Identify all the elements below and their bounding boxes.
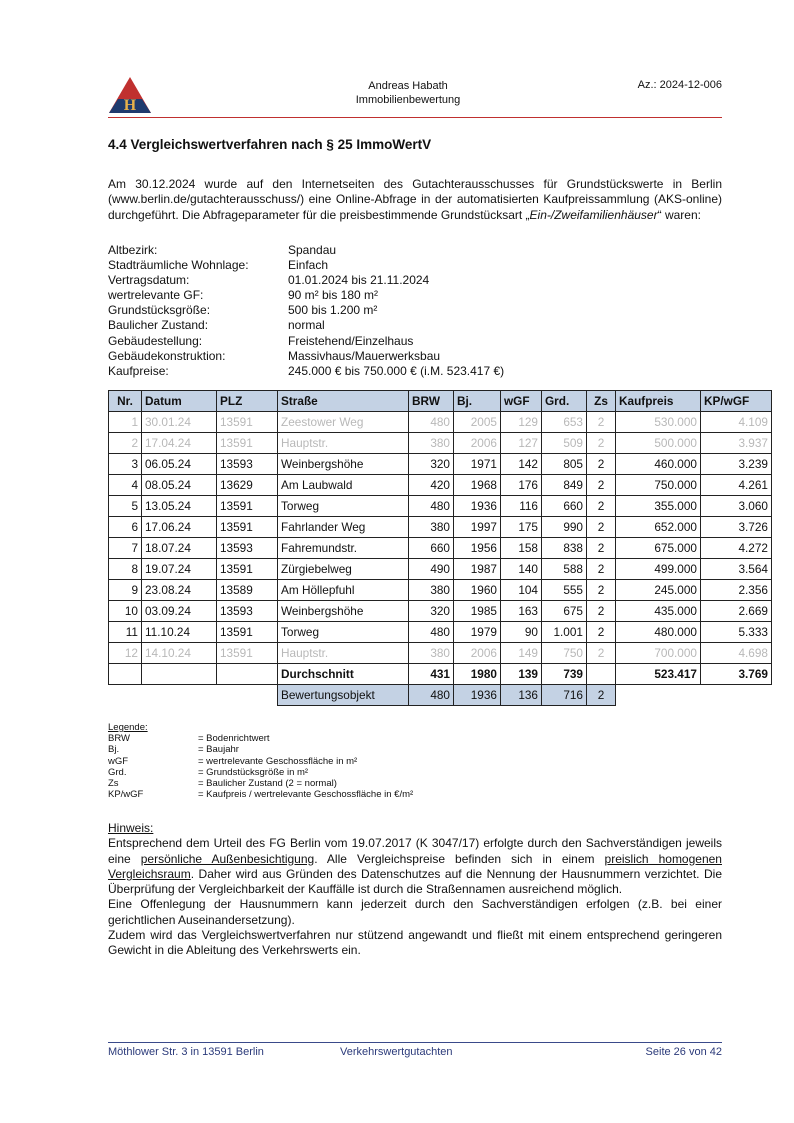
table-header-cell: Datum (142, 391, 217, 412)
legend-title: Legende: (108, 722, 148, 733)
table-cell-nr: 8 (109, 559, 142, 580)
legend-item (108, 789, 413, 800)
table-cell-kpwgf: 3.937 (701, 433, 772, 454)
table-cell-bj: 2006 (454, 433, 501, 454)
parameter-row (108, 258, 504, 273)
table-cell-nr: 4 (109, 475, 142, 496)
parameter-label: Baulicher Zustand: (108, 318, 209, 333)
table-cell-brw: 320 (409, 601, 454, 622)
table-cell-bj: 1987 (454, 559, 501, 580)
table-cell-strasse: Weinbergshöhe (278, 454, 409, 475)
subject-wgf: 136 (501, 685, 542, 706)
table-cell-kaufpreis: 700.000 (616, 643, 701, 664)
table-cell-zs: 2 (587, 517, 616, 538)
notes-paragraph-1: Entsprechend dem Urteil des FG Berlin vom 19.07.2017 (K 3047/17) erfolgte durch den Sachverständigen jeweils eine persönliche Außenbesichtigung. Alle Vergleichspreise befinden sich in einem preislich homogenen Vergleichsraum. Daher wird aus Gründen des Datenschutzes auf die Nennung der Hausnummern verzichtet. Die Überprüfung der Vergleichbarkeit der Kauffälle ist durch die Straßennamen ausreichend möglich. (108, 836, 722, 897)
table-cell-kaufpreis: 750.000 (616, 475, 701, 496)
notes-paragraph-3: Zudem wird das Vergleichswertverfahren nur stützend angewandt und fließt mit einem entsprechend geringeren Gewicht in die Ableitung des Verkehrswerts ein. (108, 928, 722, 958)
parameter-value: 90 m² bis 180 m² (288, 288, 379, 303)
table-header-cell: Zs (587, 391, 616, 412)
table-cell-kaufpreis: 460.000 (616, 454, 701, 475)
average-kpwgf: 3.769 (701, 664, 772, 685)
subject-bj: 1936 (454, 685, 501, 706)
table-cell-bj: 2005 (454, 412, 501, 433)
header-name: Andreas Habath (368, 80, 448, 92)
intro-italic: Ein-/Zweifamilienhäuser (529, 207, 658, 222)
table-row (109, 622, 772, 643)
section-title: 4.4 Vergleichswertverfahren nach § 25 ImmoWertV (108, 137, 432, 152)
table-cell-kaufpreis: 500.000 (616, 433, 701, 454)
legend-item (108, 733, 413, 744)
parameter-label: Grundstücksgröße: (108, 303, 211, 318)
table-cell-strasse: Hauptstr. (278, 643, 409, 664)
parameter-label: Kaufpreise: (108, 363, 169, 378)
footer-doc-type: Verkehrswertgutachten (340, 1046, 453, 1058)
legend-item (108, 756, 413, 767)
table-cell-wgf: 163 (501, 601, 542, 622)
table-header-cell: wGF (501, 391, 542, 412)
average-row (109, 664, 772, 685)
table-cell-datum: 17.06.24 (142, 517, 217, 538)
parameter-value: Freistehend/Einzelhaus (288, 333, 414, 348)
table-cell-strasse: Fahremundstr. (278, 538, 409, 559)
header-divider (108, 117, 722, 118)
table-cell-plz: 13593 (217, 601, 278, 622)
table-cell-zs: 2 (587, 601, 616, 622)
table-cell-bj: 2006 (454, 643, 501, 664)
parameter-row (108, 318, 504, 333)
table-cell-plz: 13591 (217, 433, 278, 454)
table-cell-datum: 19.07.24 (142, 559, 217, 580)
table-cell-grd: 849 (542, 475, 587, 496)
table-cell-datum: 08.05.24 (142, 475, 217, 496)
parameter-value: normal (288, 318, 325, 333)
table-cell-zs: 2 (587, 475, 616, 496)
table-cell-kaufpreis: 355.000 (616, 496, 701, 517)
table-cell-brw: 660 (409, 538, 454, 559)
table-cell-strasse: Fahrlander Weg (278, 517, 409, 538)
table-cell-kpwgf: 3.564 (701, 559, 772, 580)
table-cell-brw: 420 (409, 475, 454, 496)
table-header-cell: KP/wGF (701, 391, 772, 412)
parameter-label: Altbezirk: (108, 243, 158, 257)
subject-brw: 480 (409, 685, 454, 706)
comparison-table (108, 390, 772, 706)
table-cell-brw: 380 (409, 643, 454, 664)
table-cell-datum: 03.09.24 (142, 601, 217, 622)
table-cell-grd: 675 (542, 601, 587, 622)
parameter-value: 500 bis 1.200 m² (288, 303, 378, 318)
footer-address: Möthlower Str. 3 in 13591 Berlin (108, 1046, 264, 1058)
table-cell-strasse: Am Laubwald (278, 475, 409, 496)
table-cell-plz: 13591 (217, 496, 278, 517)
table-cell-plz: 13591 (217, 412, 278, 433)
parameter-value: Spandau (288, 243, 337, 257)
table-cell-kpwgf: 4.109 (701, 412, 772, 433)
table-cell-plz: 13593 (217, 538, 278, 559)
legend-key: KP/wGF (108, 789, 144, 801)
table-header-cell: Grd. (542, 391, 587, 412)
legend-key: wGF (108, 755, 129, 767)
footer-page-number: Seite 26 von 42 (645, 1046, 722, 1058)
parameter-label: Vertragsdatum: (108, 273, 190, 288)
query-parameters (108, 243, 504, 379)
table-cell-datum: 13.05.24 (142, 496, 217, 517)
table-cell-kaufpreis: 435.000 (616, 601, 701, 622)
table-cell-wgf: 90 (501, 622, 542, 643)
table-cell-datum: 06.05.24 (142, 454, 217, 475)
table-cell-kaufpreis: 675.000 (616, 538, 701, 559)
table-cell-strasse: Am Höllepfuhl (278, 580, 409, 601)
table-row (109, 601, 772, 622)
intro-paragraph: Am 30.12.2024 wurde auf den Internetseiten des Gutachterausschusses für Grundstückswerte in Berlin (www.berlin.de/gutachterausschuss/) eine Online-Abfrage in der automatisierten Kaufpreissammlung (AKS-online) durchgeführt. Die Abfrageparameter für die preisbestimmende Grundstücksart „Ein-/Zweifamilienhäuser“ waren: (108, 177, 722, 222)
table-header-cell: Bj. (454, 391, 501, 412)
page-header (108, 76, 722, 118)
parameter-row (108, 303, 504, 318)
table-cell-grd: 555 (542, 580, 587, 601)
table-cell-kpwgf: 2.669 (701, 601, 772, 622)
legend-key: Zs (108, 778, 119, 790)
table-header-cell: Kaufpreis (616, 391, 701, 412)
table-cell-strasse: Torweg (278, 496, 409, 517)
table-cell-nr: 12 (109, 643, 142, 664)
table-cell-kpwgf: 4.261 (701, 475, 772, 496)
table-cell-plz: 13589 (217, 580, 278, 601)
table-cell-brw: 480 (409, 412, 454, 433)
table-cell-kaufpreis: 530.000 (616, 412, 701, 433)
table-cell-kpwgf: 4.272 (701, 538, 772, 559)
parameter-row (108, 243, 504, 258)
table-cell-datum: 17.04.24 (142, 433, 217, 454)
parameter-value: 245.000 € bis 750.000 € (i.M. 523.417 €) (288, 363, 505, 378)
table-cell-grd: 1.001 (542, 622, 587, 643)
table-row (109, 580, 772, 601)
parameter-row (108, 334, 504, 349)
average-kaufpreis: 523.417 (616, 664, 701, 685)
table-cell-zs: 2 (587, 643, 616, 664)
parameter-label: Stadträumliche Wohnlage: (108, 258, 249, 273)
parameter-row (108, 349, 504, 364)
table-cell-grd: 990 (542, 517, 587, 538)
parameter-row (108, 273, 504, 288)
table-cell-brw: 380 (409, 517, 454, 538)
table-cell-datum: 23.08.24 (142, 580, 217, 601)
legend-value: = wertrelevante Geschossfläche in m² (198, 755, 358, 767)
parameter-label: wertrelevante GF: (108, 288, 204, 303)
table-cell-kpwgf: 3.239 (701, 454, 772, 475)
table-cell-kaufpreis: 245.000 (616, 580, 701, 601)
table-cell-wgf: 176 (501, 475, 542, 496)
table-cell-kpwgf: 3.060 (701, 496, 772, 517)
parameter-label: Gebäudestellung: (108, 333, 203, 348)
legend-value: = Baulicher Zustand (2 = normal) (198, 778, 337, 790)
subject-grd: 716 (542, 685, 587, 706)
subject-zs: 2 (587, 685, 616, 706)
table-cell-zs: 2 (587, 580, 616, 601)
table-cell-bj: 1956 (454, 538, 501, 559)
notes (108, 821, 722, 959)
table-cell-brw: 480 (409, 496, 454, 517)
average-brw: 431 (409, 664, 454, 685)
table-cell-grd: 588 (542, 559, 587, 580)
legend-key: Bj. (108, 744, 120, 756)
table-cell-brw: 380 (409, 580, 454, 601)
table-cell-plz: 13629 (217, 475, 278, 496)
table-cell-zs: 2 (587, 559, 616, 580)
table-cell-kpwgf: 5.333 (701, 622, 772, 643)
footer-divider (108, 1042, 722, 1043)
average-grd: 739 (542, 664, 587, 685)
table-cell-wgf: 104 (501, 580, 542, 601)
table-cell-wgf: 142 (501, 454, 542, 475)
table-cell-strasse: Hauptstr. (278, 433, 409, 454)
table-cell-bj: 1936 (454, 496, 501, 517)
table-cell-wgf: 158 (501, 538, 542, 559)
table-cell-wgf: 116 (501, 496, 542, 517)
table-row (109, 412, 772, 433)
table-cell-grd: 653 (542, 412, 587, 433)
table-cell-nr: 9 (109, 580, 142, 601)
table-row (109, 454, 772, 475)
table-header-row (109, 391, 772, 412)
table-cell-zs: 2 (587, 622, 616, 643)
table-cell-nr: 3 (109, 454, 142, 475)
reference-number: Az.: 2024-12-006 (637, 79, 722, 91)
table-cell-strasse: Torweg (278, 622, 409, 643)
table-cell-plz: 13591 (217, 517, 278, 538)
table-cell-grd: 750 (542, 643, 587, 664)
table-row (109, 496, 772, 517)
table-cell-kaufpreis: 499.000 (616, 559, 701, 580)
table-cell-brw: 380 (409, 433, 454, 454)
table-cell-brw: 490 (409, 559, 454, 580)
table-cell-brw: 480 (409, 622, 454, 643)
table-cell-brw: 320 (409, 454, 454, 475)
legend (108, 722, 413, 800)
table-row (109, 559, 772, 580)
svg-text:H: H (123, 97, 137, 114)
table-cell-datum: 14.10.24 (142, 643, 217, 664)
table-cell-kpwgf: 4.698 (701, 643, 772, 664)
table-cell-strasse: Zeestower Weg (278, 412, 409, 433)
parameter-value: Einfach (288, 258, 329, 273)
table-cell-plz: 13593 (217, 454, 278, 475)
table-cell-nr: 1 (109, 412, 142, 433)
table-cell-kaufpreis: 652.000 (616, 517, 701, 538)
table-cell-zs: 2 (587, 538, 616, 559)
legend-key: Grd. (108, 766, 127, 778)
table-cell-plz: 13591 (217, 559, 278, 580)
average-bj: 1980 (454, 664, 501, 685)
table-cell-zs: 2 (587, 496, 616, 517)
legend-item (108, 744, 413, 755)
parameter-value: 01.01.2024 bis 21.11.2024 (288, 273, 430, 288)
table-cell-bj: 1971 (454, 454, 501, 475)
table-row (109, 643, 772, 664)
legend-value: = Grundstücksgröße in m² (198, 766, 309, 778)
table-header-cell: Straße (278, 391, 409, 412)
table-cell-datum: 11.10.24 (142, 622, 217, 643)
table-cell-zs: 2 (587, 412, 616, 433)
table-row (109, 517, 772, 538)
legend-value: = Kaufpreis / wertrelevante Geschossfläche in €/m² (198, 789, 414, 801)
legend-item (108, 778, 413, 789)
parameter-label: Gebäudekonstruktion: (108, 348, 226, 363)
table-cell-nr: 5 (109, 496, 142, 517)
table-cell-kpwgf: 3.726 (701, 517, 772, 538)
header-center (308, 79, 508, 107)
header-subtitle: Immobilienbewertung (355, 94, 461, 106)
notes-title: Hinweis: (108, 821, 154, 835)
table-cell-wgf: 149 (501, 643, 542, 664)
table-cell-datum: 30.01.24 (142, 412, 217, 433)
table-cell-strasse: Weinbergshöhe (278, 601, 409, 622)
parameter-value: Massivhaus/Mauerwerksbau (288, 348, 441, 363)
table-row (109, 433, 772, 454)
table-cell-datum: 18.07.24 (142, 538, 217, 559)
subject-row (109, 685, 772, 706)
table-header-cell: Nr. (109, 391, 142, 412)
table-cell-grd: 805 (542, 454, 587, 475)
legend-value: = Baujahr (198, 744, 239, 756)
average-label: Durchschnitt (278, 664, 409, 685)
legend-item (108, 767, 413, 778)
table-cell-wgf: 129 (501, 412, 542, 433)
table-cell-nr: 2 (109, 433, 142, 454)
table-cell-wgf: 140 (501, 559, 542, 580)
table-cell-plz: 13591 (217, 622, 278, 643)
company-logo (108, 76, 152, 114)
table-cell-zs: 2 (587, 454, 616, 475)
table-cell-zs: 2 (587, 433, 616, 454)
parameter-row (108, 288, 504, 303)
parameter-row (108, 364, 504, 379)
table-header-cell: PLZ (217, 391, 278, 412)
table-cell-bj: 1968 (454, 475, 501, 496)
table-header-cell: BRW (409, 391, 454, 412)
table-cell-nr: 6 (109, 517, 142, 538)
notes-paragraph-2: Eine Offenlegung der Hausnummern kann jederzeit durch den Sachverständigen erfolgen (z.B. bei einer gerichtlichen Auseinandersetzung). (108, 897, 722, 927)
table-cell-wgf: 175 (501, 517, 542, 538)
table-cell-grd: 509 (542, 433, 587, 454)
table-cell-nr: 10 (109, 601, 142, 622)
table-cell-nr: 11 (109, 622, 142, 643)
table-cell-nr: 7 (109, 538, 142, 559)
average-wgf: 139 (501, 664, 542, 685)
table-cell-bj: 1960 (454, 580, 501, 601)
table-cell-strasse: Zürgiebelweg (278, 559, 409, 580)
table-cell-grd: 660 (542, 496, 587, 517)
table-cell-grd: 838 (542, 538, 587, 559)
table-cell-bj: 1985 (454, 601, 501, 622)
table-cell-wgf: 127 (501, 433, 542, 454)
table-row (109, 538, 772, 559)
legend-value: = Bodenrichtwert (198, 733, 270, 745)
table-cell-bj: 1979 (454, 622, 501, 643)
table-cell-bj: 1997 (454, 517, 501, 538)
legend-key: BRW (108, 733, 130, 745)
table-cell-kpwgf: 2.356 (701, 580, 772, 601)
table-cell-plz: 13591 (217, 643, 278, 664)
table-cell-kaufpreis: 480.000 (616, 622, 701, 643)
table-row (109, 475, 772, 496)
subject-label: Bewertungsobjekt (278, 685, 409, 706)
